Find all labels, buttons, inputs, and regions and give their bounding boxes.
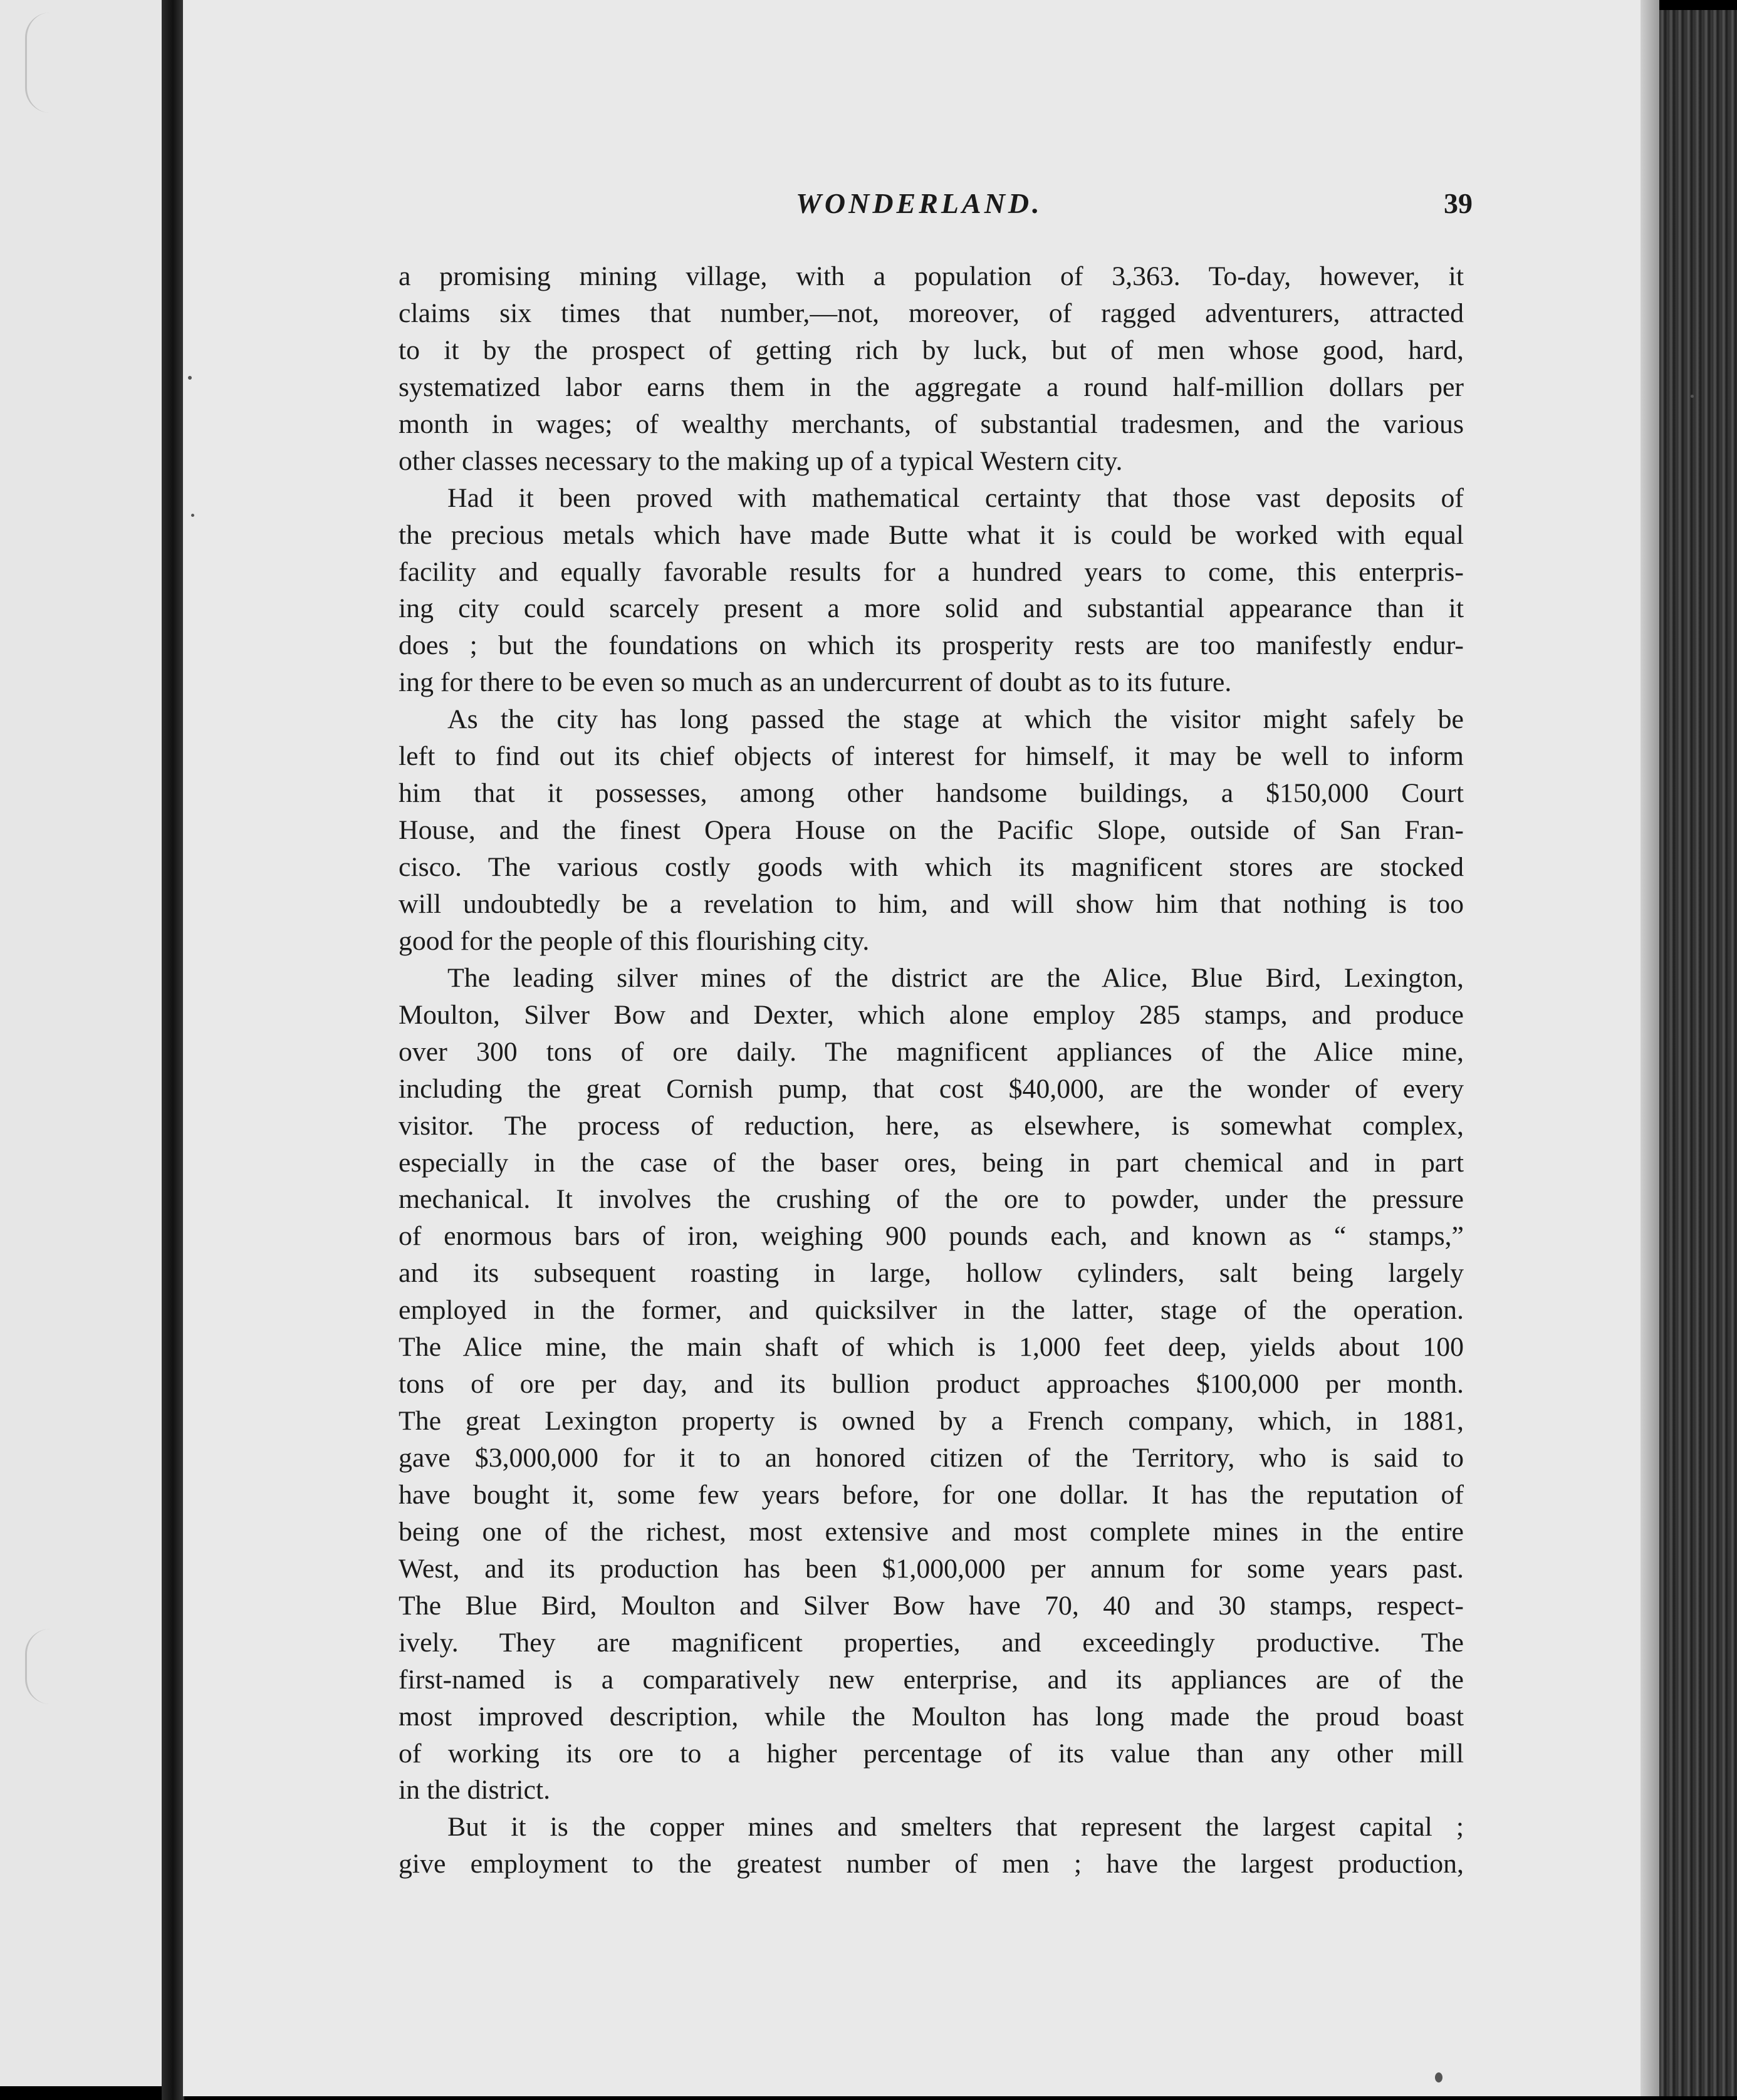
- text-line: The leading silver mines of the district are the Alice, Blue Bird, Lexington,: [447, 962, 1464, 993]
- text-line: The Alice mine, the main shaft of which is 1,000 feet deep, yields about 100: [399, 1332, 1464, 1363]
- text-line: Had it been proved with mathematical certainty that those vast deposits of: [447, 482, 1464, 513]
- text-line: of working its ore to a higher percentage of its value than any other mill: [399, 1738, 1464, 1769]
- text-line: have bought it, some few years before, for one dollar. It has the reputation of: [399, 1479, 1464, 1510]
- text-line: systematized labor earns them in the aggregate a round half-million dollars per: [399, 372, 1464, 402]
- text-line: Moulton, Silver Bow and Dexter, which alone employ 285 stamps, and produce: [399, 999, 1464, 1030]
- text-line: ively. They are magnificent properties, and exceedingly productive. The: [399, 1627, 1464, 1658]
- text-line: good for the people of this flourishing city.: [399, 925, 870, 956]
- text-line: and its subsequent roasting in large, hollow cylinders, salt being largely: [399, 1258, 1464, 1289]
- text-line: West, and its production has been $1,000,000 per annum for some years past.: [399, 1553, 1464, 1584]
- text-line: most improved description, while the Moulton has long made the proud boast: [399, 1701, 1464, 1732]
- body-text: [399, 258, 1464, 1883]
- scan-speck: [1691, 395, 1694, 398]
- text-line: But it is the copper mines and smelters that represent the largest capital ;: [447, 1812, 1464, 1843]
- page-stack-edges: [1659, 10, 1737, 2096]
- book-gutter: [162, 0, 184, 2100]
- text-line: ing city could scarcely present a more solid and substantial appearance than it: [399, 593, 1464, 624]
- page-number: 39: [1444, 187, 1473, 219]
- text-line: a promising mining village, with a population of 3,363. To-day, however, it: [399, 261, 1464, 291]
- paragraph: [399, 480, 1464, 702]
- text-line: over 300 tons of ore daily. The magnificent appliances of the Alice mine,: [399, 1036, 1464, 1067]
- text-line: in the district.: [399, 1775, 551, 1806]
- text-line: The great Lexington property is owned by a French company, which, in 1881,: [399, 1406, 1464, 1437]
- scan-speck: [1435, 2072, 1442, 2082]
- scan-speck: [188, 376, 192, 380]
- text-line: cisco. The various costly goods with which its magnificent stores are stocked: [399, 852, 1464, 882]
- scan-speck: [191, 514, 194, 517]
- paragraph: [399, 960, 1464, 1809]
- page-edge-shadow: [1640, 0, 1659, 2096]
- facing-page-edge: [0, 0, 164, 2086]
- text-line: ing for there to be even so much as an undercurrent of doubt as to its future.: [399, 667, 1232, 698]
- text-line: House, and the finest Opera House on the Pacific Slope, outside of San Fran-: [399, 815, 1464, 846]
- running-title: WONDERLAND.: [796, 187, 1043, 219]
- text-line: As the city has long passed the stage at which the visitor might safely be: [447, 704, 1464, 735]
- text-line: including the great Cornish pump, that cost $40,000, are the wonder of every: [399, 1073, 1464, 1104]
- text-line: claims six times that number,—not, moreover, of ragged adventurers, attracted: [399, 298, 1464, 328]
- text-line: month in wages; of wealthy merchants, of substantial tradesmen, and the various: [399, 408, 1464, 439]
- text-line: The Blue Bird, Moulton and Silver Bow have 70, 40 and 30 stamps, respect-: [399, 1590, 1464, 1621]
- text-line: give employment to the greatest number of men ; have the largest production,: [399, 1849, 1464, 1879]
- paragraph: [399, 701, 1464, 960]
- text-line: facility and equally favorable results for a hundred years to come, this enterpris-: [399, 556, 1464, 587]
- text-line: the precious metals which have made Butte what it is could be worked with equal: [399, 519, 1464, 550]
- text-line: first-named is a comparatively new enterprise, and its appliances are of the: [399, 1664, 1464, 1695]
- pencil-mark: [25, 1629, 65, 1704]
- text-line: to it by the prospect of getting rich by luck, but of men whose good, hard,: [399, 335, 1464, 365]
- text-line: him that it possesses, among other handsome buildings, a $150,000 Court: [399, 778, 1464, 809]
- text-line: mechanical. It involves the crushing of the ore to powder, under the pressure: [399, 1184, 1464, 1215]
- pencil-mark: [25, 13, 65, 113]
- text-line: does ; but the foundations on which its prosperity rests are too manifestly endur-: [399, 630, 1464, 661]
- text-line: left to find out its chief objects of interest for himself, it may be well to inform: [399, 741, 1464, 772]
- text-line: of enormous bars of iron, weighing 900 pounds each, and known as “ stamps,”: [399, 1221, 1464, 1252]
- running-head: [395, 187, 1473, 224]
- paragraph: [399, 258, 1464, 480]
- text-line: other classes necessary to the making up of a typical Western city.: [399, 445, 1123, 476]
- paragraph: [399, 1809, 1464, 1883]
- text-line: visitor. The process of reduction, here, as elsewhere, is somewhat complex,: [399, 1110, 1464, 1141]
- text-line: tons of ore per day, and its bullion product approaches $100,000 per month.: [399, 1369, 1464, 1400]
- text-line: especially in the case of the baser ores, being in part chemical and in part: [399, 1147, 1464, 1178]
- text-line: will undoubtedly be a revelation to him, and will show him that nothing is too: [399, 888, 1464, 919]
- text-line: employed in the former, and quicksilver in the latter, stage of the operation.: [399, 1295, 1464, 1326]
- text-line: being one of the richest, most extensive and most complete mines in the entire: [399, 1516, 1464, 1547]
- text-line: gave $3,000,000 for it to an honored citizen of the Territory, who is said to: [399, 1443, 1464, 1473]
